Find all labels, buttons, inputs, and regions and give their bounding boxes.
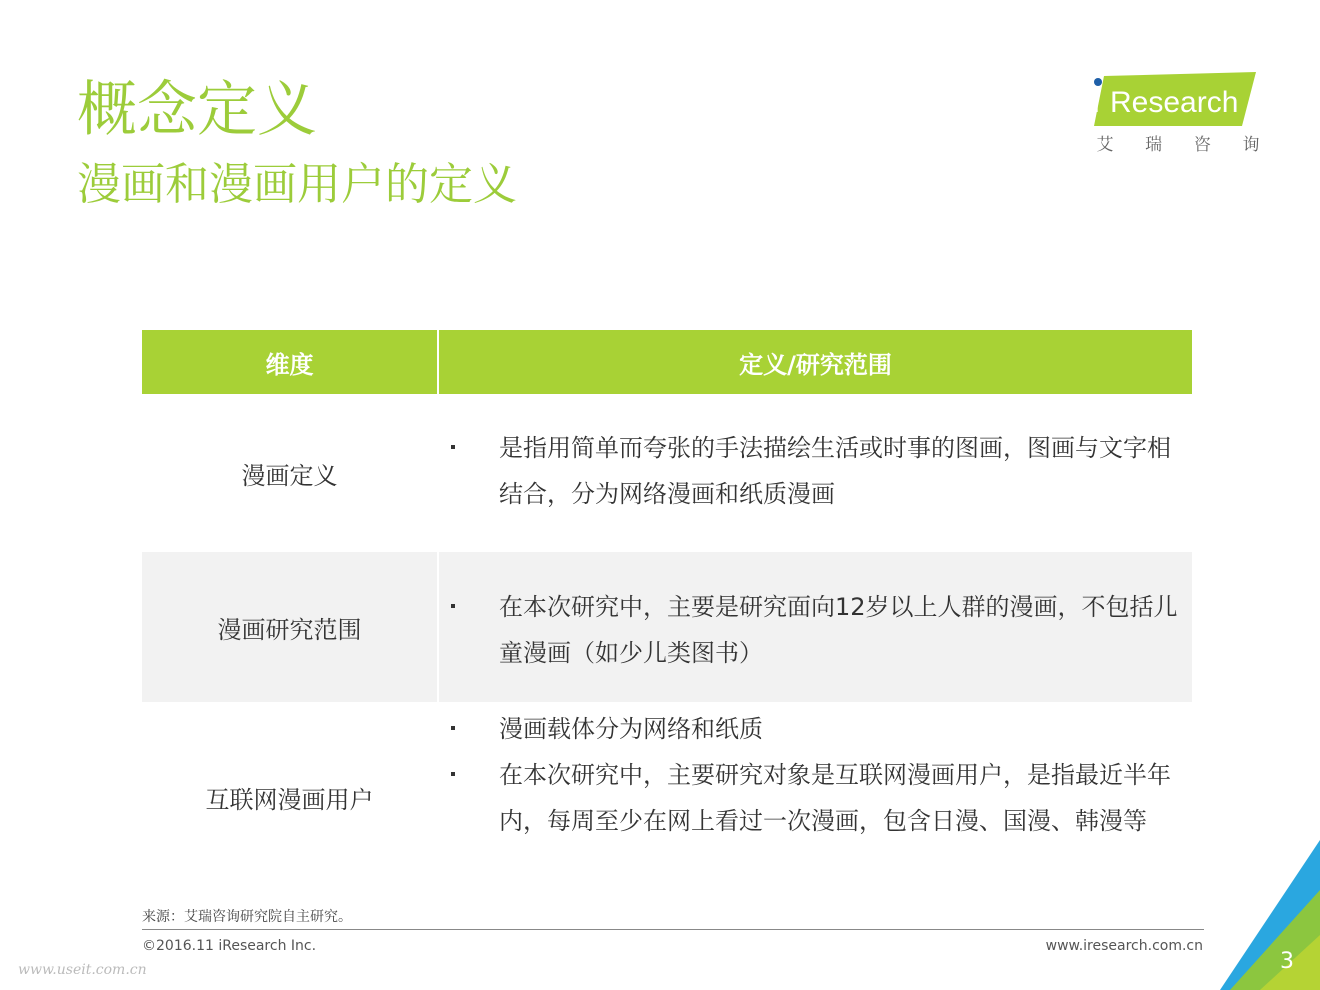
page-subtitle: 漫画和漫画用户的定义 bbox=[77, 159, 517, 210]
row-dimension: 漫画研究范围 bbox=[142, 552, 439, 702]
bullet-dot-icon bbox=[447, 425, 499, 517]
row-dimension: 漫画定义 bbox=[142, 394, 439, 552]
page-number: 3 bbox=[1280, 949, 1294, 974]
logo-cn-char: 询 bbox=[1242, 135, 1260, 155]
corner-decoration bbox=[1220, 840, 1320, 990]
bullet-item bbox=[447, 425, 1192, 517]
bullet-dot-icon bbox=[447, 706, 499, 752]
logo-research: Research bbox=[1110, 86, 1239, 119]
table-row bbox=[142, 702, 1192, 892]
row-definition bbox=[439, 552, 1192, 702]
bullet-dot-icon bbox=[447, 752, 499, 844]
bullet-text: 在本次研究中，主要研究对象是互联网漫画用户，是指最近半年内，每周至少在网上看过一次漫画，包含日漫、国漫、韩漫等 bbox=[499, 761, 1171, 835]
bullet-item bbox=[447, 584, 1192, 676]
logo-cn-char: 咨 bbox=[1193, 135, 1211, 155]
definition-table bbox=[142, 330, 1192, 892]
bullet-text: 是指用简单而夸张的手法描绘生活或时事的图画，图画与文字相结合，分为网络漫画和纸质漫画 bbox=[499, 434, 1171, 508]
table-row bbox=[142, 394, 1192, 552]
row-definition bbox=[439, 702, 1192, 892]
bullet-item bbox=[447, 752, 1192, 844]
logo-cn-char: 瑞 bbox=[1145, 135, 1163, 155]
bullet-text: 漫画载体分为网络和纸质 bbox=[499, 715, 763, 743]
watermark: www.useit.com.cn bbox=[18, 962, 147, 978]
row-definition bbox=[439, 394, 1192, 552]
source-note: 来源：艾瑞咨询研究院自主研究。 bbox=[142, 909, 352, 925]
logo-chinese-name bbox=[1093, 130, 1263, 155]
header-definition: 定义/研究范围 bbox=[739, 350, 892, 379]
table-header-row bbox=[142, 330, 1192, 394]
footer-divider bbox=[142, 929, 1204, 930]
bullet-item bbox=[447, 706, 1192, 752]
logo-dot bbox=[1094, 78, 1102, 86]
header-dimension: 维度 bbox=[142, 330, 439, 394]
row-dimension: 互联网漫画用户 bbox=[142, 702, 439, 892]
website-link[interactable]: www.iresearch.com.cn bbox=[1045, 938, 1203, 954]
logo-cn-char: 艾 bbox=[1096, 135, 1114, 155]
page-title: 概念定义 bbox=[77, 75, 317, 145]
table-row bbox=[142, 552, 1192, 702]
copyright: ©2016.11 iResearch Inc. bbox=[142, 938, 317, 954]
logo-i: i bbox=[1093, 86, 1100, 119]
bullet-text: 在本次研究中，主要是研究面向12岁以上人群的漫画，不包括儿童漫画（如少儿类图书） bbox=[499, 593, 1178, 667]
bullet-dot-icon bbox=[447, 584, 499, 676]
